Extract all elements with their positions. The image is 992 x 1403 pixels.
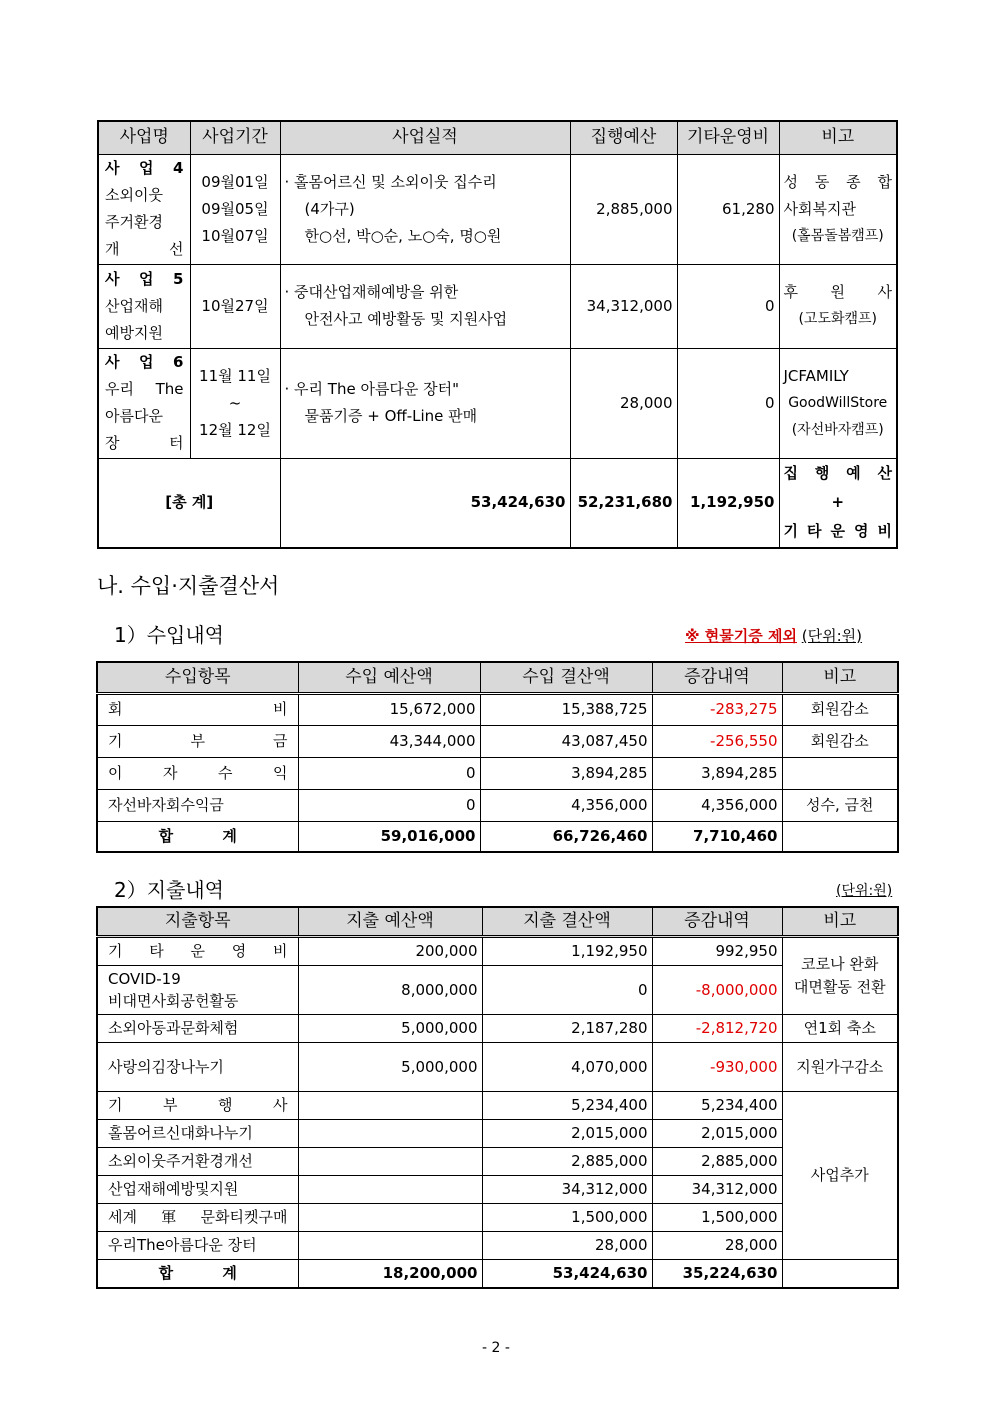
business-total-row (98, 458, 897, 548)
business-row (98, 154, 897, 264)
business-total-other: 1,192,950 (677, 458, 779, 548)
business-name-line: 예방지원 (105, 323, 163, 342)
expense-total-actual: 53,424,630 (482, 1260, 652, 1289)
header-cell: 수입항목 (97, 662, 298, 693)
income-row (97, 789, 898, 821)
expense-budget: 200,000 (298, 937, 482, 966)
expense-diff: 34,312,000 (652, 1176, 782, 1204)
income-total-diff: 7,710,460 (652, 821, 782, 852)
expense-diff: 5,234,400 (652, 1092, 782, 1120)
period-line: 10월07일 (201, 226, 269, 245)
note-line: 대면활동 전환 (793, 978, 886, 996)
unit-label: (단위:원) (836, 883, 893, 899)
expense-actual: 5,234,400 (482, 1092, 652, 1120)
income-budget: 15,672,000 (298, 693, 480, 725)
header-cell: 증감내역 (652, 907, 782, 937)
header-cell: 지출 예산액 (298, 907, 482, 937)
note-line: + (831, 493, 845, 512)
income-note: 회원감소 (782, 725, 898, 757)
expense-item-line: 비대면사회공헌활동 (108, 992, 239, 1010)
income-total-actual: 66,726,460 (480, 821, 652, 852)
business-name-line: 주거환경 (105, 213, 163, 231)
expense-title: 2）지출내역 (114, 878, 225, 902)
business-table (97, 120, 898, 549)
in-kind-excluded-note: ※ 현물기증 제외 (685, 627, 797, 645)
period-line: 09월05일 (201, 199, 269, 218)
business-period-cell (190, 348, 280, 458)
income-note (685, 625, 862, 646)
expense-note-merged: 사업추가 (782, 1092, 898, 1260)
income-item: 자선바자회수익금 (97, 789, 298, 821)
expense-total-label: 합 계 (97, 1260, 298, 1289)
expense-item: 기 타 운 영 비 (97, 937, 298, 966)
note-line: 사회복지관 (783, 199, 856, 218)
income-actual: 4,356,000 (480, 789, 652, 821)
expense-actual: 1,192,950 (482, 937, 652, 966)
expense-diff: 2,015,000 (652, 1120, 782, 1148)
expense-total-budget: 18,200,000 (298, 1260, 482, 1289)
expense-diff: 1,500,000 (652, 1204, 782, 1232)
header-cell: 사업실적 (280, 121, 570, 154)
business-period-cell (190, 154, 280, 264)
expense-budget (298, 1176, 482, 1204)
income-item: 이 자 수 익 (97, 757, 298, 789)
business-budget: 34,312,000 (570, 264, 677, 348)
expense-item: 사랑의김장나누기 (97, 1043, 298, 1092)
business-name-cell (98, 154, 190, 264)
business-header-row (98, 121, 897, 154)
expense-note-merged (782, 937, 898, 1015)
income-title: 1）수입내역 (114, 623, 225, 647)
header-cell: 집행예산 (570, 121, 677, 154)
header-cell: 비고 (782, 662, 898, 693)
result-line: 물품기증 + Off-Line 판매 (304, 407, 478, 425)
income-row (97, 757, 898, 789)
business-note-cell (779, 348, 897, 458)
expense-actual: 34,312,000 (482, 1176, 652, 1204)
expense-row (97, 1176, 898, 1204)
note-line: 코로나 완화 (801, 955, 879, 973)
income-budget: 0 (298, 757, 480, 789)
expense-item: 산업재해예방및지원 (97, 1176, 298, 1204)
income-diff: 4,356,000 (652, 789, 782, 821)
result-line: · 우리 The 아름다운 장터" (284, 380, 460, 398)
business-budget: 28,000 (570, 348, 677, 458)
business-note-cell (779, 154, 897, 264)
page-number: - 2 - (482, 1340, 510, 1356)
expense-item-line: COVID-19 (108, 970, 181, 988)
header-cell: 비고 (779, 121, 897, 154)
header-cell: 기타운영비 (677, 121, 779, 154)
period-line: 10월27일 (201, 296, 269, 315)
result-line: 한○선, 박○순, 노○숙, 명○원 (304, 226, 502, 245)
period-line: ~ (228, 393, 242, 412)
expense-actual: 4,070,000 (482, 1043, 652, 1092)
business-row (98, 264, 897, 348)
note-line: 기 타 운 영 비 (783, 522, 892, 541)
period-line: 09월01일 (201, 172, 269, 191)
result-line: 안전사고 예방활동 및 지원사업 (304, 310, 508, 328)
expense-row (97, 1204, 898, 1232)
income-item: 기 부 금 (97, 725, 298, 757)
business-total-budget: 52,231,680 (570, 458, 677, 548)
expense-item: 기 부 행 사 (97, 1092, 298, 1120)
note-line: (고도화캠프) (798, 311, 878, 327)
note-line: (자선바자캠프) (791, 421, 884, 438)
income-budget: 0 (298, 789, 480, 821)
header-cell: 증감내역 (652, 662, 782, 693)
income-table (96, 661, 899, 853)
expense-budget: 8,000,000 (298, 966, 482, 1015)
expense-budget (298, 1092, 482, 1120)
income-item: 회 비 (97, 693, 298, 725)
expense-item: 우리The아름다운 장터 (97, 1232, 298, 1260)
business-total-result: 53,424,630 (280, 458, 570, 548)
business-result-cell (280, 348, 570, 458)
expense-actual: 0 (482, 966, 652, 1015)
business-name-line: 개 선 (105, 240, 184, 258)
income-budget: 43,344,000 (298, 725, 480, 757)
income-note: 성수, 금천 (782, 789, 898, 821)
expense-budget: 5,000,000 (298, 1043, 482, 1092)
expense-item: 홀몸어르신대화나누기 (97, 1120, 298, 1148)
expense-row (97, 937, 898, 966)
note-line: 후 원 사 (783, 283, 892, 301)
expense-row (97, 1092, 898, 1120)
header-cell: 수입 결산액 (480, 662, 652, 693)
expense-diff: 28,000 (652, 1232, 782, 1260)
income-diff: -256,550 (652, 725, 782, 757)
income-header-row (97, 662, 898, 693)
business-note-cell (779, 264, 897, 348)
income-total-row (97, 821, 898, 852)
period-line: 12월 12일 (199, 420, 271, 439)
expense-actual: 2,885,000 (482, 1148, 652, 1176)
expense-note: 지원가구감소 (782, 1043, 898, 1092)
business-total-note (779, 458, 897, 548)
expense-diff: -930,000 (652, 1043, 782, 1092)
income-diff: 3,894,285 (652, 757, 782, 789)
business-number: 사 업 4 (105, 159, 184, 177)
business-name-line: 아름다운 (105, 407, 163, 425)
expense-actual: 2,187,280 (482, 1015, 652, 1043)
business-name-line: 산업재해 (105, 296, 163, 315)
expense-budget (298, 1148, 482, 1176)
expense-item: 소외이웃주거환경개선 (97, 1148, 298, 1176)
expense-actual: 28,000 (482, 1232, 652, 1260)
header-cell: 수입 예산액 (298, 662, 480, 693)
expense-total-row (97, 1260, 898, 1289)
header-cell: 지출항목 (97, 907, 298, 937)
expense-total-note (782, 1260, 898, 1289)
expense-item: 세계軍문화티켓구매 (97, 1204, 298, 1232)
section-title: 나. 수입·지출결산서 (97, 574, 280, 598)
header-cell: 사업명 (98, 121, 190, 154)
header-cell: 지출 결산액 (482, 907, 652, 937)
expense-row (97, 1043, 898, 1092)
business-name-line: 장 터 (105, 434, 184, 452)
expense-note: 연1회 축소 (782, 1015, 898, 1043)
result-line: · 홀몸어르신 및 소외이웃 집수리 (284, 172, 497, 191)
business-name-line: 우리 The (105, 380, 184, 398)
income-actual: 15,388,725 (480, 693, 652, 725)
income-actual: 43,087,450 (480, 725, 652, 757)
business-number: 사 업 5 (105, 269, 184, 288)
expense-table (96, 906, 899, 1289)
result-line: · 중대산업재해예방을 위한 (284, 283, 459, 301)
expense-actual: 2,015,000 (482, 1120, 652, 1148)
income-note (782, 757, 898, 789)
business-row (98, 348, 897, 458)
expense-item-multiline (97, 966, 298, 1015)
business-period-cell (190, 264, 280, 348)
expense-total-diff: 35,224,630 (652, 1260, 782, 1289)
business-name-line: 소외이웃 (105, 186, 163, 204)
period-line: 11월 11일 (199, 366, 271, 385)
expense-budget (298, 1204, 482, 1232)
income-row (97, 725, 898, 757)
business-other: 0 (677, 264, 779, 348)
header-cell: 비고 (782, 907, 898, 937)
expense-row (97, 966, 898, 1015)
business-budget: 2,885,000 (570, 154, 677, 264)
income-diff: -283,275 (652, 693, 782, 725)
expense-header-row (97, 907, 898, 937)
expense-row (97, 1015, 898, 1043)
business-result-cell (280, 154, 570, 264)
expense-diff: 992,950 (652, 937, 782, 966)
expense-item: 소외아동과문화체험 (97, 1015, 298, 1043)
income-actual: 3,894,285 (480, 757, 652, 789)
expense-row (97, 1232, 898, 1260)
result-line: (4가구) (304, 199, 355, 218)
expense-actual: 1,500,000 (482, 1204, 652, 1232)
expense-budget (298, 1120, 482, 1148)
income-note: 회원감소 (782, 693, 898, 725)
business-name-cell (98, 348, 190, 458)
business-other: 61,280 (677, 154, 779, 264)
expense-diff: 2,885,000 (652, 1148, 782, 1176)
expense-row (97, 1120, 898, 1148)
header-cell: 사업기간 (190, 121, 280, 154)
income-total-note (782, 821, 898, 852)
expense-row (97, 1148, 898, 1176)
unit-label: (단위:원) (801, 627, 862, 645)
note-line: JCFAMILY (783, 366, 849, 385)
expense-budget (298, 1232, 482, 1260)
business-other: 0 (677, 348, 779, 458)
note-line: 성 동 종 합 (783, 172, 892, 191)
income-row (97, 693, 898, 725)
note-line: 집 행 예 산 (783, 464, 892, 483)
expense-diff: -2,812,720 (652, 1015, 782, 1043)
business-total-label: [총 계] (98, 458, 280, 548)
income-total-budget: 59,016,000 (298, 821, 480, 852)
expense-budget: 5,000,000 (298, 1015, 482, 1043)
note-line: GoodWillStore (788, 394, 888, 411)
income-total-label: 합 계 (97, 821, 298, 852)
business-name-cell (98, 264, 190, 348)
note-line: (홀몸돌봄캠프) (791, 227, 884, 244)
business-result-cell (280, 264, 570, 348)
business-number: 사 업 6 (105, 353, 184, 371)
expense-diff: -8,000,000 (652, 966, 782, 1015)
